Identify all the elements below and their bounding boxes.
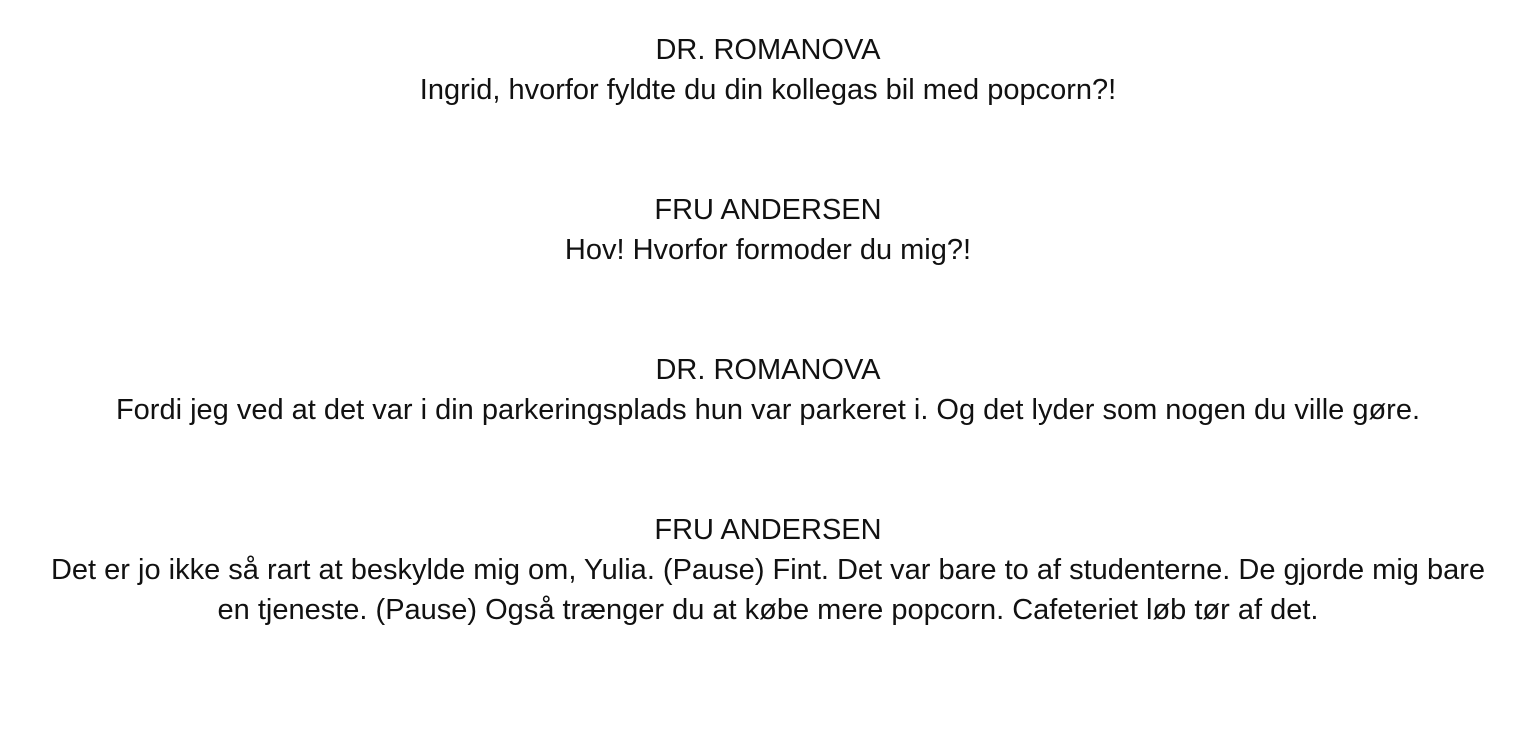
dialogue-block (0, 190, 1536, 270)
dialogue-block (0, 510, 1536, 630)
dialogue-block (0, 30, 1536, 110)
dialogue-line: Det er jo ikke så rart at beskylde mig om, Yulia. (Pause) Fint. Det var bare to af studenterne. De gjorde mig bare en tjeneste. (Pause) Også trænger du at købe mere popcorn. Cafeteriet løb tør af det. (50, 554, 1486, 626)
speaker-name: DR. ROMANOVA (655, 34, 881, 66)
speaker-name: FRU ANDERSEN (654, 514, 882, 546)
dialogue-line: Fordi jeg ved at det var i din parkeringsplads hun var parkeret i. Og det lyder som nogen du ville gøre. (115, 394, 1421, 426)
script-dialogue (0, 30, 1536, 710)
dialogue-line: Hov! Hvorfor formoder du mig?! (564, 234, 972, 266)
dialogue-block (0, 350, 1536, 430)
speaker-name: FRU ANDERSEN (654, 194, 882, 226)
speaker-name: DR. ROMANOVA (655, 354, 881, 386)
dialogue-line: Ingrid, hvorfor fyldte du din kollegas bil med popcorn?! (419, 74, 1117, 106)
